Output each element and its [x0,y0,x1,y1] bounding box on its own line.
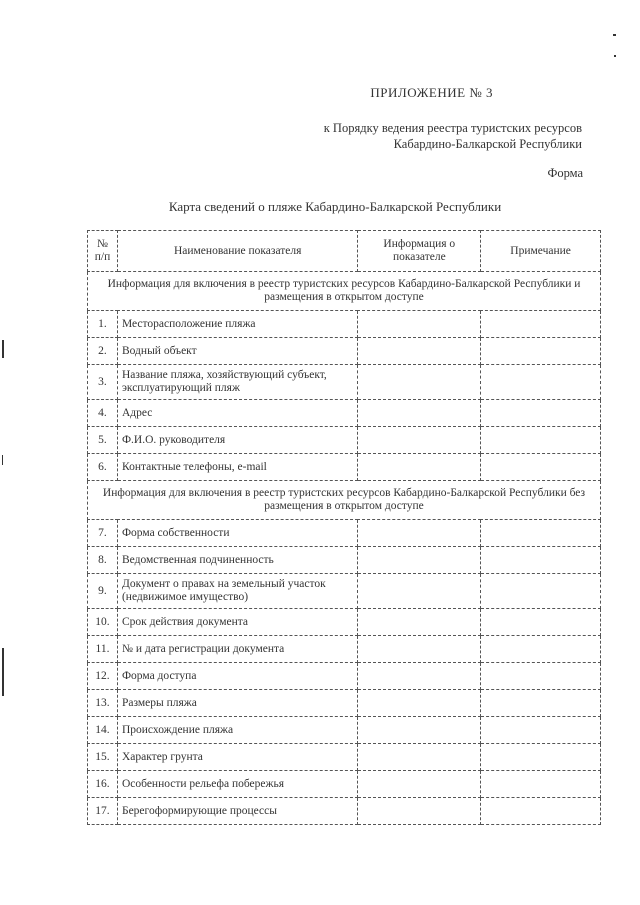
scan-mark [614,55,616,57]
table-row [88,717,601,744]
row-note [481,338,601,365]
table-row [88,454,601,481]
column-number: № п/п [88,231,118,272]
scan-mark [613,34,616,36]
section-restricted-heading: Информация для включения в реестр туристских ресурсов Кабардино-Балкарской Республики без размещения в открытом доступе [88,481,601,520]
table-row [88,365,601,400]
row-indicator-name: Размеры пляжа [117,690,357,717]
row-number: 4. [88,400,118,427]
row-note [481,798,601,825]
table-row [88,690,601,717]
row-indicator-name: Характер грунта [117,744,357,771]
row-indicator-info [358,744,481,771]
table-row [88,663,601,690]
row-indicator-info [358,427,481,454]
row-note [481,311,601,338]
table-row [88,338,601,365]
row-note [481,609,601,636]
row-indicator-name: № и дата регистрации документа [117,636,357,663]
row-number: 11. [88,636,118,663]
row-indicator-name: Ф.И.О. руководителя [117,427,357,454]
section-public-heading: Информация для включения в реестр туристских ресурсов Кабардино-Балкарской Республики и размещения в открытом доступе [88,272,601,311]
row-indicator-name: Документ о правах на земельный участок (недвижимое имущество) [117,574,357,609]
row-number: 12. [88,663,118,690]
form-label: Форма [547,166,583,180]
row-note [481,574,601,609]
row-number: 9. [88,574,118,609]
row-note [481,454,601,481]
row-indicator-info [358,338,481,365]
row-indicator-name: Берегоформирующие процессы [117,798,357,825]
table-row [88,547,601,574]
section-row-public [88,272,601,311]
row-indicator-info [358,771,481,798]
row-number: 16. [88,771,118,798]
scan-mark [2,455,3,465]
row-indicator-name: Происхождение пляжа [117,717,357,744]
scan-mark [2,648,4,696]
row-indicator-info [358,454,481,481]
row-note [481,663,601,690]
row-indicator-info [358,609,481,636]
row-note [481,771,601,798]
row-indicator-info [358,663,481,690]
table-row [88,744,601,771]
column-indicator-name: Наименование показателя [117,231,357,272]
row-indicator-info [358,690,481,717]
row-indicator-info [358,574,481,609]
table-row [88,574,601,609]
row-indicator-name: Месторасположение пляжа [117,311,357,338]
table-row [88,798,601,825]
row-number: 3. [88,365,118,400]
table-row [88,400,601,427]
column-note: Примечание [481,231,601,272]
row-indicator-name: Водный объект [117,338,357,365]
row-indicator-name: Форма собственности [117,520,357,547]
table-row [88,311,601,338]
row-number: 1. [88,311,118,338]
procedure-reference [0,120,582,152]
row-indicator-info [358,636,481,663]
row-indicator-info [358,311,481,338]
row-note [481,427,601,454]
row-number: 15. [88,744,118,771]
row-indicator-info [358,365,481,400]
row-note [481,520,601,547]
scan-mark [2,340,4,358]
row-number: 2. [88,338,118,365]
row-indicator-name: Срок действия документа [117,609,357,636]
row-note [481,365,601,400]
table-row [88,520,601,547]
row-note [481,690,601,717]
table-row [88,636,601,663]
row-note [481,547,601,574]
row-note [481,717,601,744]
row-indicator-info [358,717,481,744]
row-indicator-info [358,547,481,574]
row-indicator-name: Название пляжа, хозяйствующий субъект, эксплуатирующий пляж [117,365,357,400]
procedure-line-1: к Порядку ведения реестра туристских ресурсов [323,121,582,135]
section-row-restricted [88,481,601,520]
row-indicator-info [358,520,481,547]
table-row [88,771,601,798]
row-number: 13. [88,690,118,717]
document-title: Карта сведений о пляже Кабардино-Балкарской Республики [168,199,502,214]
row-number: 8. [88,547,118,574]
row-note [481,400,601,427]
row-note [481,636,601,663]
row-number: 6. [88,454,118,481]
row-number: 5. [88,427,118,454]
row-number: 17. [88,798,118,825]
table-row [88,609,601,636]
column-indicator-info: Информация о показателе [358,231,481,272]
table-row [88,427,601,454]
beach-info-table [87,230,601,825]
row-number: 7. [88,520,118,547]
row-number: 10. [88,609,118,636]
row-indicator-info [358,400,481,427]
row-indicator-name: Форма доступа [117,663,357,690]
row-indicator-name: Адрес [117,400,357,427]
row-indicator-name: Особенности рельефа побережья [117,771,357,798]
row-indicator-info [358,798,481,825]
row-indicator-name: Ведомственная подчиненность [117,547,357,574]
table-header-row [88,231,601,272]
row-note [481,744,601,771]
procedure-line-2: Кабардино-Балкарской Республики [393,137,582,151]
row-number: 14. [88,717,118,744]
row-indicator-name: Контактные телефоны, e-mail [117,454,357,481]
appendix-heading: ПРИЛОЖЕНИЕ № 3 [370,85,493,100]
